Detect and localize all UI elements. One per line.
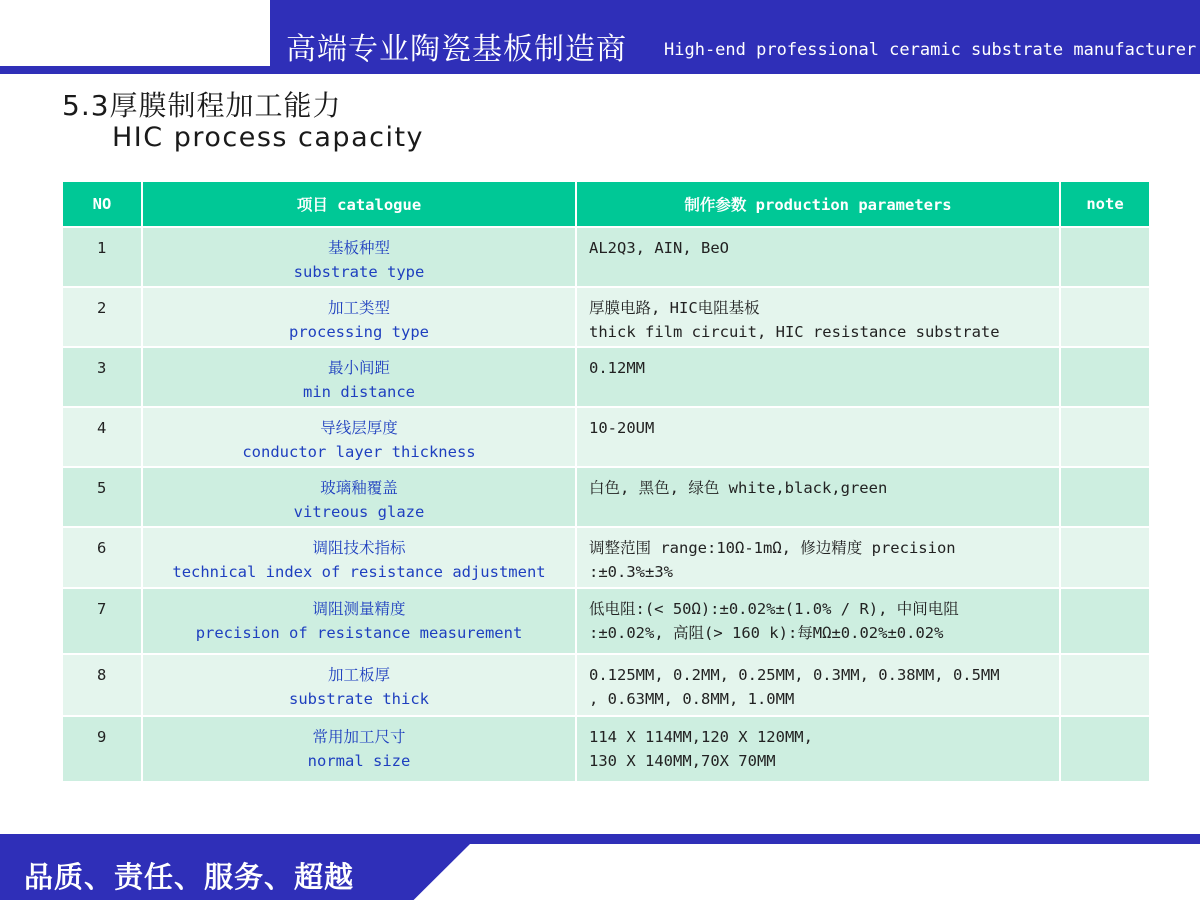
row-no: 8 [62, 654, 142, 716]
footer-slogan: 品质、责任、服务、超越 [24, 860, 355, 894]
row-parameters [576, 227, 1060, 287]
catalogue-en: precision of resistance measurement [195, 624, 523, 642]
catalogue-en: conductor layer thickness [242, 443, 476, 461]
row-parameters [576, 654, 1060, 716]
row-catalogue [142, 654, 576, 716]
row-note [1060, 527, 1150, 588]
catalogue-cn: 玻璃釉覆盖 [320, 479, 398, 497]
table-row [62, 654, 1150, 716]
catalogue-cn: 导线层厚度 [320, 419, 398, 437]
capacity-table [61, 180, 1151, 783]
parameter-line: thick film circuit, HIC resistance substrate [589, 323, 1000, 341]
row-catalogue [142, 588, 576, 654]
row-no: 9 [62, 716, 142, 782]
table-row [62, 347, 1150, 407]
catalogue-en: vitreous glaze [293, 503, 425, 521]
row-catalogue [142, 467, 576, 527]
row-no: 4 [62, 407, 142, 467]
row-no: 2 [62, 287, 142, 347]
table-row [62, 588, 1150, 654]
row-no: 5 [62, 467, 142, 527]
parameter-line: :±0.02%, 高阻(> 160 k):每MΩ±0.02%±0.02% [589, 624, 944, 642]
row-note [1060, 467, 1150, 527]
row-parameters [576, 527, 1060, 588]
catalogue-en: substrate thick [289, 690, 429, 708]
table-row [62, 527, 1150, 588]
row-catalogue [142, 287, 576, 347]
row-no: 1 [62, 227, 142, 287]
header-catalogue: 项目 catalogue [142, 181, 576, 227]
row-note [1060, 347, 1150, 407]
parameter-line: 调整范围 range:10Ω-1mΩ, 修边精度 precision [589, 539, 956, 557]
row-catalogue [142, 407, 576, 467]
row-parameters [576, 716, 1060, 782]
parameter-line: AL2Q3, AIN, BeO [589, 239, 729, 257]
row-parameters [576, 347, 1060, 407]
parameter-line: :±0.3%±3% [589, 563, 673, 581]
capacity-table-wrapper [61, 180, 1149, 783]
table-row [62, 716, 1150, 782]
parameter-line: 低电阻:(< 50Ω):±0.02%±(1.0% / R), 中间电阻 [589, 600, 959, 618]
parameter-line: 10-20UM [589, 419, 655, 437]
catalogue-cn: 调阻技术指标 [312, 539, 406, 557]
catalogue-cn: 调阻测量精度 [312, 600, 406, 618]
catalogue-en: processing type [289, 323, 429, 341]
table-row [62, 407, 1150, 467]
row-parameters [576, 407, 1060, 467]
row-parameters [576, 588, 1060, 654]
catalogue-cn: 基板种型 [327, 239, 390, 257]
row-note [1060, 588, 1150, 654]
row-no: 6 [62, 527, 142, 588]
header-note: note [1060, 181, 1150, 227]
row-no: 3 [62, 347, 142, 407]
row-parameters [576, 287, 1060, 347]
row-note [1060, 287, 1150, 347]
header-title-cn: 高端专业陶瓷基板制造商 [286, 32, 627, 67]
parameter-line: 130 X 140MM,70X 70MM [589, 752, 776, 770]
table-header-row [62, 181, 1150, 227]
parameter-line: , 0.63MM, 0.8MM, 1.0MM [589, 690, 795, 708]
row-catalogue [142, 347, 576, 407]
row-no: 7 [62, 588, 142, 654]
parameter-line: 0.12MM [589, 359, 645, 377]
catalogue-en: substrate type [293, 263, 425, 281]
catalogue-cn: 常用加工尺寸 [312, 728, 406, 746]
row-catalogue [142, 716, 576, 782]
row-note [1060, 654, 1150, 716]
row-catalogue [142, 527, 576, 588]
row-note [1060, 407, 1150, 467]
row-parameters [576, 467, 1060, 527]
header-title-en: High-end professional ceramic substrate manufacturer [664, 40, 1197, 60]
parameter-line: 厚膜电路, HIC电阻基板 [589, 299, 760, 317]
catalogue-en: min distance [303, 383, 415, 401]
table-row [62, 287, 1150, 347]
row-catalogue [142, 227, 576, 287]
footer-divider [0, 834, 1200, 844]
catalogue-cn: 最小间距 [327, 359, 390, 377]
catalogue-en: technical index of resistance adjustment [172, 563, 546, 581]
catalogue-cn: 加工板厚 [327, 666, 390, 684]
parameter-line: 0.125MM, 0.2MM, 0.25MM, 0.3MM, 0.38MM, 0.5MM [589, 666, 1000, 684]
parameter-line: 114 X 114MM,120 X 120MM, [589, 728, 813, 746]
header-parameters: 制作参数 production parameters [576, 181, 1060, 227]
parameter-line: 白色, 黑色, 绿色 white,black,green [589, 479, 888, 497]
table-row [62, 227, 1150, 287]
row-note [1060, 227, 1150, 287]
row-note [1060, 716, 1150, 782]
section-title-cn: 5.3厚膜制程加工能力 [62, 89, 342, 122]
catalogue-en: normal size [307, 752, 411, 770]
section-title-en: HIC process capacity [112, 122, 425, 153]
table-row [62, 467, 1150, 527]
header-no: NO [62, 181, 142, 227]
catalogue-cn: 加工类型 [327, 299, 390, 317]
